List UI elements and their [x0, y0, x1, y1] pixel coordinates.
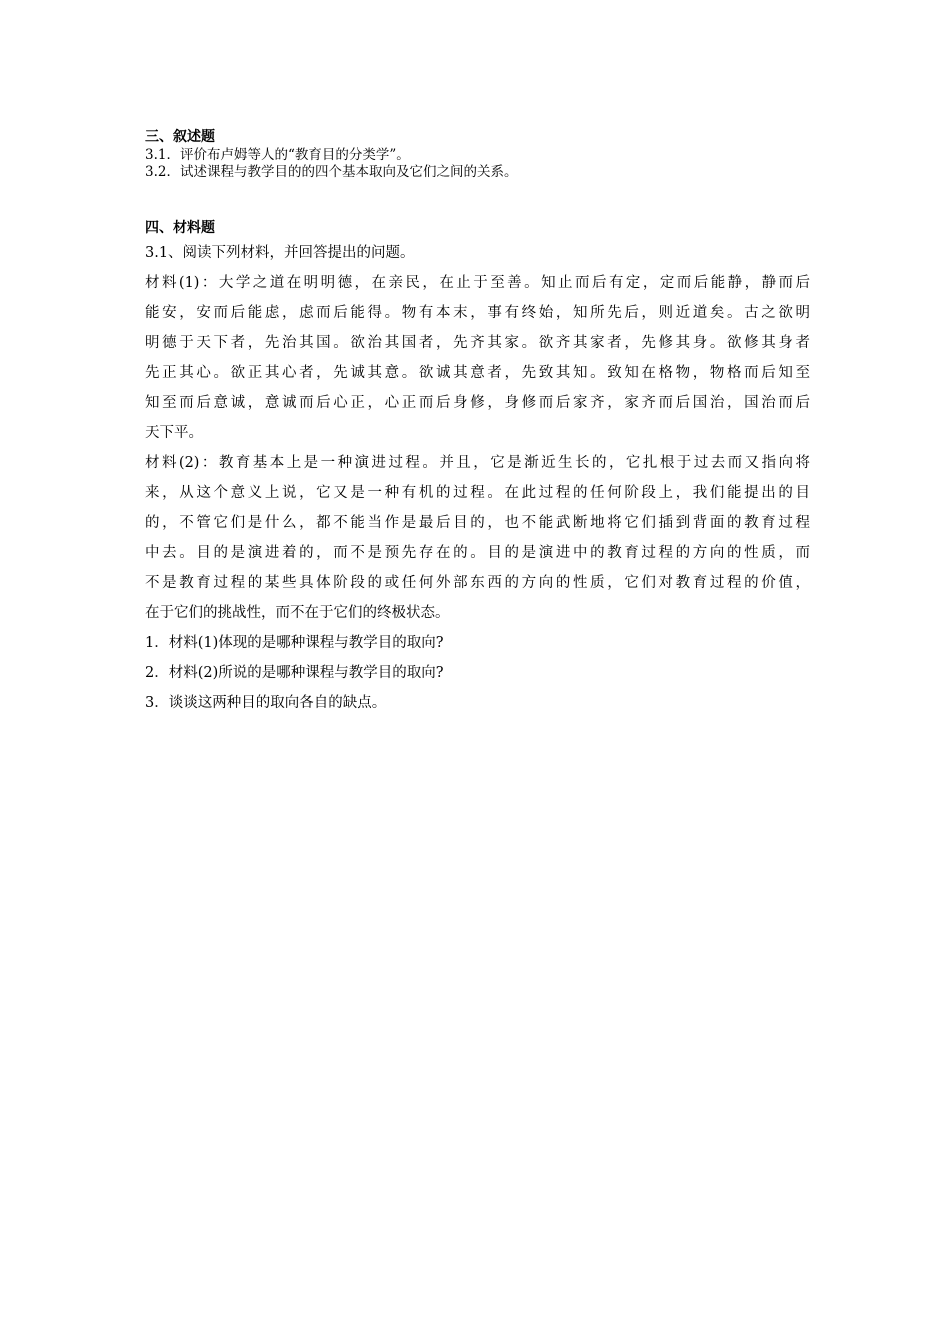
material-1-paragraph — [145, 268, 810, 448]
material-1-line: 明德于天下者，先治其国。欲治其国者，先齐其家。欲齐其家者，先修其身。欲修其身者 — [145, 335, 810, 351]
material-question-2: 2．材料(2)所说的是哪种课程与教学目的取向? — [145, 665, 444, 681]
material-2-line: 来，从这个意义上说，它又是一种有机的过程。在此过程的任何阶段上，我们能提出的目 — [145, 485, 810, 501]
material-1-line: 知至而后意诚，意诚而后心正，心正而后身修，身修而后家齐，家齐而后国治，国治而后 — [145, 395, 810, 411]
essay-question-2: 3.2．试述课程与教学目的的四个基本取向及它们之间的关系。 — [145, 164, 518, 180]
essay-question-1: 3.1．评价布卢姆等人的“教育目的分类学”。 — [145, 147, 410, 163]
material-1-line: 能安，安而后能虑，虑而后能得。物有本末，事有终始，知所先后，则近道矣。古之欲明 — [145, 305, 810, 321]
material-1-line: 天下平。 — [145, 425, 203, 441]
section-4-title: 四、材料题 — [145, 220, 215, 236]
material-question-3: 3．谈谈这两种目的取向各自的缺点。 — [145, 695, 387, 711]
material-2-line: 不是教育过程的某些具体阶段的或任何外部东西的方向的性质，它们对教育过程的价值， — [145, 575, 810, 591]
material-2-line: 中去。目的是演进着的，而不是预先存在的。目的是演进中的教育过程的方向的性质，而 — [145, 545, 810, 561]
document-page — [145, 127, 810, 718]
material-2-paragraph — [145, 448, 810, 628]
material-2-line: 材料(2)：教育基本上是一种演进过程。并且，它是渐近生长的，它扎根于过去而又指向将 — [145, 455, 810, 471]
material-question-1: 1．材料(1)体现的是哪种课程与教学目的取向? — [145, 635, 444, 651]
material-2-line: 在于它们的挑战性，而不在于它们的终极状态。 — [145, 605, 450, 621]
material-1-line: 先正其心。欲正其心者，先诚其意。欲诚其意者，先致其知。致知在格物，物格而后知至 — [145, 365, 810, 381]
section-gap — [145, 181, 810, 218]
section-3-title: 三、叙述题 — [145, 129, 215, 145]
material-intro: 3.1、阅读下列材料，并回答提出的问题。 — [145, 245, 415, 261]
material-1-line: 材料(1)：大学之道在明明德，在亲民，在止于至善。知止而后有定，定而后能静，静而后 — [145, 275, 810, 291]
material-2-line: 的，不管它们是什么，都不能当作是最后目的，也不能武断地将它们插到背面的教育过程 — [145, 515, 810, 531]
